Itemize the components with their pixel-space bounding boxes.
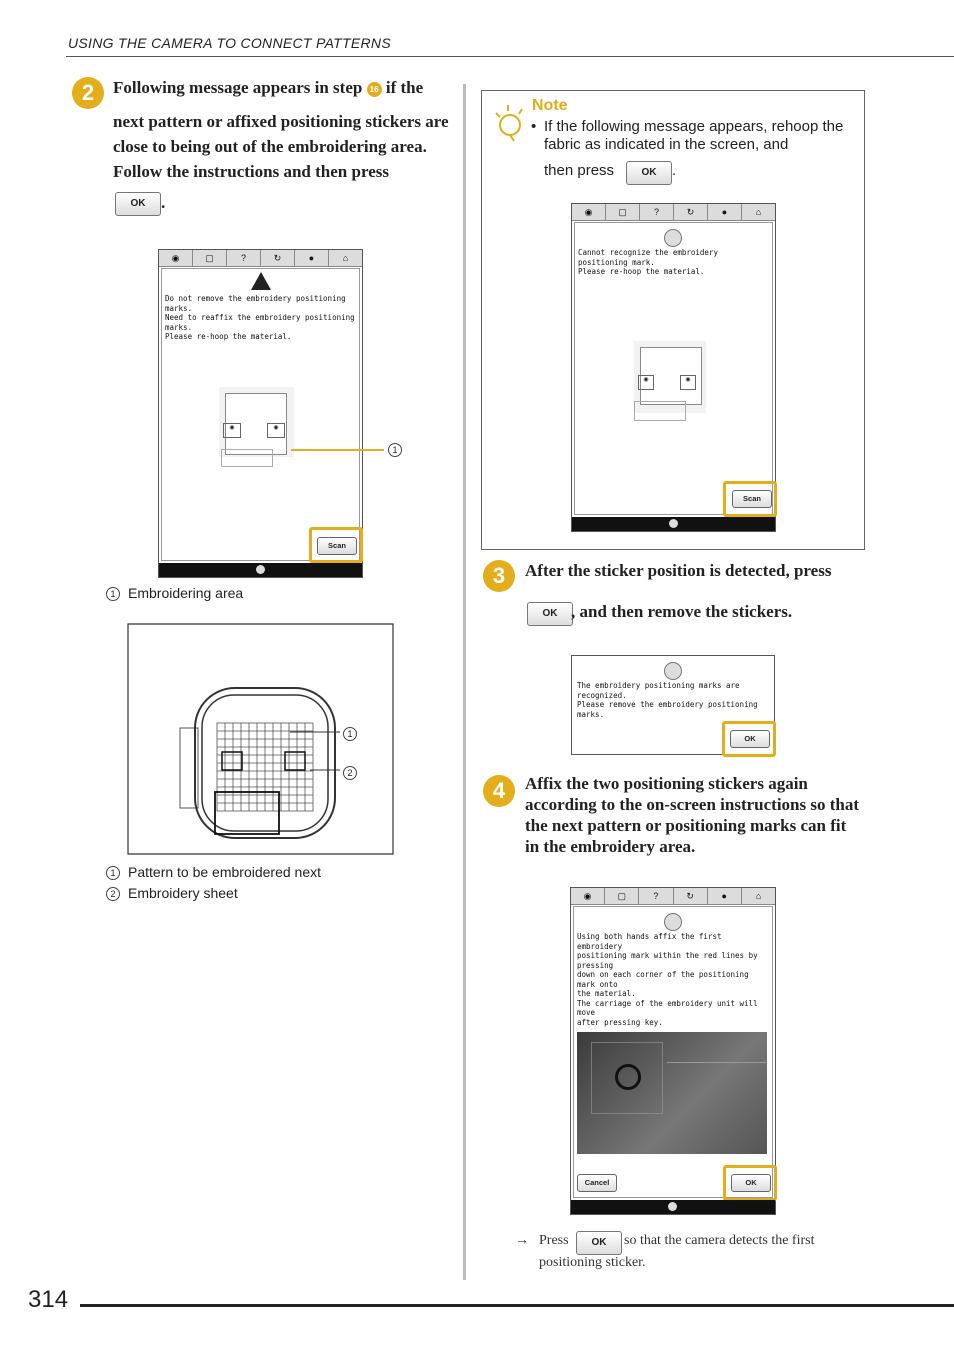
lock-icon: ● <box>708 888 742 904</box>
machine-screen-note <box>571 203 776 532</box>
step-2-text-a: Following message appears in step <box>113 78 363 97</box>
caption-text: Embroidering area <box>128 585 244 601</box>
caption-number: 2 <box>106 887 120 901</box>
toolbar <box>572 204 775 221</box>
positioning-mark <box>615 1064 641 1090</box>
note-box <box>481 90 865 550</box>
step-2-text-c: next pattern or affixed positioning stickers are close to being out of the embroidering area. Follow the instructions and then press <box>113 112 449 181</box>
message-line: The carriage of the embroidery unit will move <box>577 998 758 1017</box>
home-icon: ⌂ <box>755 891 762 901</box>
caption-1 <box>106 585 243 601</box>
highlight-frame <box>723 1165 777 1201</box>
note-bullet: • <box>531 118 537 135</box>
toolbar <box>159 250 362 267</box>
result-text-b: positioning sticker. <box>539 1255 646 1270</box>
home-icon: ⌂ <box>755 207 762 217</box>
positioning-sticker: ◉ <box>638 375 654 390</box>
result-text-a: so that the camera detects the first <box>624 1233 815 1248</box>
presser-icon: ↻ <box>674 888 708 904</box>
note-line-2: then press <box>544 162 615 179</box>
highlight-frame <box>309 527 363 563</box>
ok-button-inline: OK <box>527 602 573 626</box>
presser-icon: ↻ <box>261 250 295 266</box>
step-3-badge: 3 <box>483 560 515 592</box>
ok-button[interactable]: OK <box>731 1174 771 1192</box>
positioning-sticker: ◉ <box>267 423 285 438</box>
cancel-button[interactable]: Cancel <box>577 1174 617 1192</box>
page-icon: ▢ <box>606 204 640 220</box>
message-line: Using both hands affix the first embroidery <box>577 932 722 951</box>
smile-face-icon <box>664 662 682 680</box>
camera-icon: ◉ <box>159 250 193 266</box>
positioning-sticker: ◉ <box>680 375 696 390</box>
callout-number: 2 <box>343 766 357 780</box>
embroidering-area <box>634 341 706 413</box>
caption-number: 1 <box>106 587 120 601</box>
step-2-end: . <box>161 193 166 212</box>
note-line-1: If the following message appears, rehoop the fabric as indicated in the screen, and <box>544 118 844 153</box>
help-icon: ? <box>639 888 673 904</box>
page-number: 314 <box>28 1286 69 1313</box>
camera-icon: ◉ <box>572 204 606 220</box>
scan-button[interactable]: Scan <box>317 537 357 555</box>
callout-line <box>291 449 384 451</box>
message-line: Please remove the embroidery positioning marks. <box>577 700 758 719</box>
machine-screen-1 <box>158 249 363 578</box>
step-2-text-b: if the <box>385 78 424 97</box>
screen-bottom-bar <box>571 1200 775 1214</box>
note-end: . <box>672 162 677 179</box>
step-2-badge: 2 <box>72 77 104 109</box>
ok-button-inline: OK <box>115 192 161 216</box>
home-icon: ⌂ <box>342 253 349 263</box>
help-icon: ? <box>227 250 261 266</box>
ok-button-inline: OK <box>626 161 672 185</box>
screen-bottom-bar <box>572 517 775 531</box>
header-rule <box>66 56 954 57</box>
message-line: Please re-hoop the material. <box>578 267 705 276</box>
camera-preview <box>577 1032 767 1154</box>
callout-number: 1 <box>388 443 402 457</box>
help-icon: ? <box>640 204 674 220</box>
message-line: positioning mark within the red lines by pressing <box>577 951 758 970</box>
ok-button[interactable]: OK <box>730 730 770 748</box>
camera-icon <box>668 1202 677 1211</box>
caption-text: Pattern to be embroidered next <box>128 864 322 880</box>
step-3-text-b: , and then remove the stickers. <box>571 602 793 621</box>
lightbulb-icon <box>492 103 526 143</box>
warning-icon <box>251 272 271 290</box>
message-line: Need to reaffix the embroidery positioning marks. <box>165 313 355 332</box>
result-arrow: → <box>515 1233 529 1248</box>
message-line: the material. <box>577 989 636 998</box>
scan-button[interactable]: Scan <box>732 490 772 508</box>
page-icon: ▢ <box>605 888 639 904</box>
screen-1-message <box>165 294 356 342</box>
note-label: Note <box>532 97 568 114</box>
step-ref-badge: 16 <box>367 82 382 97</box>
highlight-frame <box>723 481 777 517</box>
caption-2b <box>106 885 238 901</box>
screen-4-message <box>577 932 769 1027</box>
machine-screen-4 <box>570 887 776 1215</box>
highlight-frame <box>722 721 776 757</box>
message-line: after pressing key. <box>577 1017 663 1027</box>
positioning-sticker: ◉ <box>223 423 241 438</box>
camera-icon <box>256 565 265 574</box>
note-screen-message <box>578 248 769 277</box>
step-3-text-a: After the sticker position is detected, press <box>525 561 832 580</box>
smile-face-icon <box>664 913 682 931</box>
lock-icon: ● <box>295 250 329 266</box>
embroidering-area <box>219 387 294 457</box>
step-4-text: Affix the two positioning stickers again according to the on-screen instructions so that the next pattern or positioning marks can fit in the embroidery area. <box>525 774 859 856</box>
message-line: The embroidery positioning marks are recognized. <box>577 681 740 700</box>
machine-screen-3 <box>571 655 775 755</box>
sad-face-icon <box>664 229 682 247</box>
footer-rule <box>80 1304 954 1307</box>
caption-2a <box>106 864 321 880</box>
section-title: USING THE CAMERA TO CONNECT PATTERNS <box>68 35 391 51</box>
camera-icon: ◉ <box>571 888 605 904</box>
toolbar <box>571 888 775 905</box>
message-line: Do not remove the embroidery positioning marks. <box>165 294 346 313</box>
message-line: Cannot recognize the embroidery positioning mark. <box>578 248 718 267</box>
caption-number: 1 <box>106 866 120 880</box>
message-line: Please re-hoop the material. <box>165 332 292 341</box>
step-4-badge: 4 <box>483 775 515 807</box>
column-divider <box>463 84 466 1280</box>
camera-icon <box>669 519 678 528</box>
presser-icon: ↻ <box>674 204 708 220</box>
callout-number: 1 <box>343 727 357 741</box>
page-icon: ▢ <box>193 250 227 266</box>
step-2-text <box>113 75 453 100</box>
screen-3-message <box>577 681 769 719</box>
screen-bottom-bar <box>159 563 362 577</box>
result-press: Press <box>539 1233 569 1248</box>
caption-text: Embroidery sheet <box>128 885 238 901</box>
ok-button-inline: OK <box>576 1231 622 1255</box>
lock-icon: ● <box>708 204 742 220</box>
message-line: down on each corner of the positioning mark onto <box>577 970 749 989</box>
